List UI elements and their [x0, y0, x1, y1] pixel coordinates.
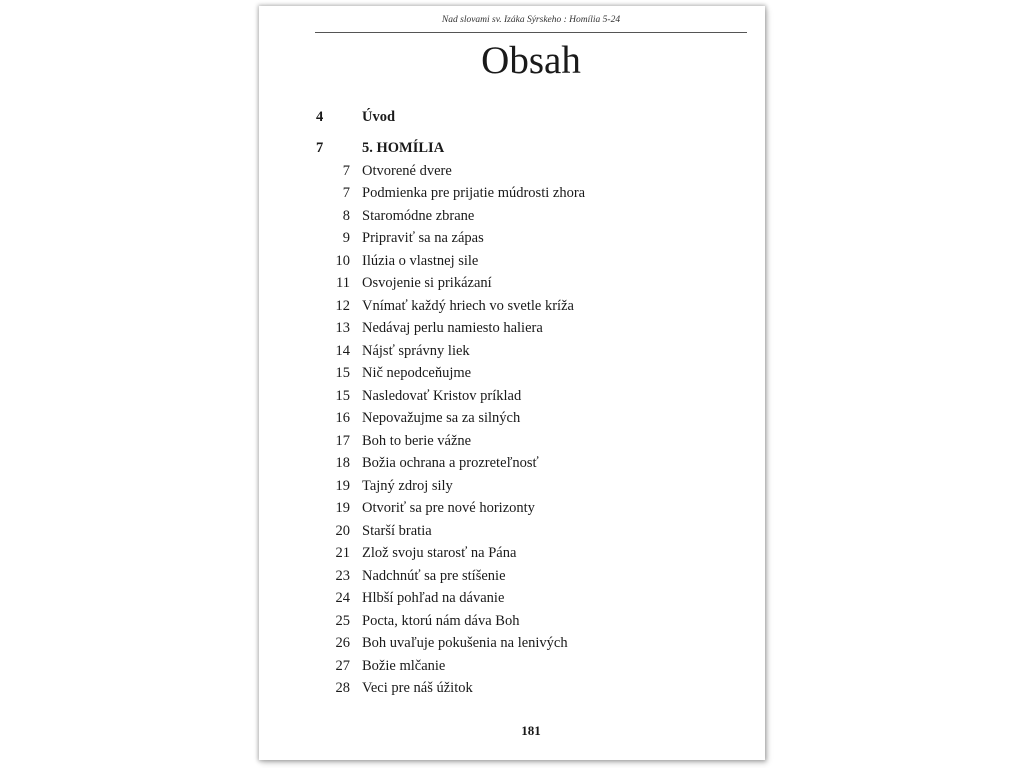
toc-label: Nadchnúť sa pre stíšenie [362, 567, 506, 584]
toc-label: Otvoriť sa pre nové horizonty [362, 500, 535, 516]
page-number: 181 [521, 723, 541, 738]
toc-page-number: 15 [335, 365, 350, 381]
toc-label: Úvod [362, 109, 396, 125]
toc-label: Veci pre náš úžitok [362, 680, 473, 696]
document-page [259, 6, 765, 760]
toc-page-number: 19 [335, 477, 350, 494]
toc-page-number: 7 [342, 162, 350, 179]
toc-entry [259, 587, 765, 609]
toc-page-number: 23 [335, 567, 350, 584]
toc-label: 5. HOMÍLIA [362, 140, 445, 156]
page-title: Obsah [481, 39, 581, 82]
running-header: Nad slovami sv. Izáka Sýrskeho : Homília 5-24 [441, 15, 621, 25]
toc-page-number: 11 [336, 275, 350, 291]
toc-page-number: 21 [335, 545, 350, 561]
toc-page-number: 14 [335, 342, 350, 359]
toc-label: Nedávaj perlu namiesto haliera [362, 320, 543, 336]
toc-label: Božia ochrana a prozreteľnosť [362, 455, 539, 471]
toc-entry [259, 385, 765, 407]
toc-label: Boh uvaľuje pokušenia na lenivých [362, 635, 568, 651]
toc-label: Nájsť správny liek [362, 342, 470, 359]
toc-page-number: 24 [335, 590, 350, 606]
toc-entry [259, 362, 765, 384]
toc-label: Vnímať každý hriech vo svetle kríža [362, 297, 574, 314]
toc-page-number: 28 [335, 680, 350, 696]
toc-label: Božie mlčanie [362, 657, 446, 674]
toc-label: Starší bratia [362, 522, 432, 539]
toc-label: Pocta, ktorú nám dáva Boh [362, 612, 520, 629]
toc-entry [259, 295, 765, 317]
toc-page-number: 12 [335, 297, 350, 314]
toc-label: Podmienka pre prijatie múdrosti zhora [362, 185, 586, 201]
toc-label: Pripraviť sa na zápas [362, 230, 484, 246]
toc-entry [259, 160, 765, 182]
toc-entry [259, 565, 765, 587]
toc-page-number: 20 [335, 522, 350, 539]
toc-section [259, 106, 765, 128]
toc-page-number: 4 [316, 109, 324, 125]
toc-entry [259, 272, 765, 294]
toc-label: Nič nepodceňujme [362, 365, 472, 381]
toc-label: Ilúzia o vlastnej sile [362, 252, 479, 269]
toc-label: Hlbší pohľad na dávanie [362, 590, 505, 606]
toc-page-number: 25 [335, 612, 350, 629]
toc-label: Tajný zdroj sily [362, 477, 453, 494]
toc-entry [259, 250, 765, 272]
table-of-contents [259, 6, 765, 760]
toc-page-number: 19 [335, 500, 350, 516]
toc-entry [259, 677, 765, 699]
toc-page-number: 8 [342, 207, 350, 224]
toc-entry [259, 655, 765, 677]
toc-entry [259, 632, 765, 654]
toc-entry [259, 610, 765, 632]
toc-label: Nepovažujme sa za silných [362, 410, 521, 426]
toc-entry [259, 430, 765, 452]
toc-entry [259, 317, 765, 339]
toc-entry [259, 452, 765, 474]
toc-entry [259, 520, 765, 542]
toc-page-number: 10 [335, 252, 350, 269]
toc-label: Otvorené dvere [362, 162, 452, 179]
toc-page-number: 15 [335, 387, 350, 404]
toc-page-number: 17 [335, 432, 350, 449]
toc-entry [259, 182, 765, 204]
toc-entry [259, 407, 765, 429]
toc-section [259, 137, 765, 159]
toc-page-number: 26 [335, 635, 350, 651]
toc-label: Boh to berie vážne [362, 432, 472, 449]
toc-label: Nasledovať Kristov príklad [362, 387, 522, 404]
toc-label: Zlož svoju starosť na Pána [362, 545, 517, 561]
toc-page-number: 16 [335, 410, 350, 426]
toc-label: Osvojenie si prikázaní [362, 275, 492, 291]
toc-entry [259, 542, 765, 564]
toc-page-number: 9 [342, 230, 350, 246]
toc-page-number: 7 [342, 185, 350, 201]
toc-page-number: 18 [335, 455, 350, 471]
toc-entry [259, 497, 765, 519]
toc-entry [259, 205, 765, 227]
toc-page-number: 27 [335, 657, 350, 674]
toc-page-number: 13 [335, 320, 350, 336]
toc-entry [259, 340, 765, 362]
toc-entry [259, 227, 765, 249]
toc-page-number: 7 [316, 140, 324, 156]
toc-entry [259, 475, 765, 497]
toc-label: Staromódne zbrane [362, 207, 475, 224]
